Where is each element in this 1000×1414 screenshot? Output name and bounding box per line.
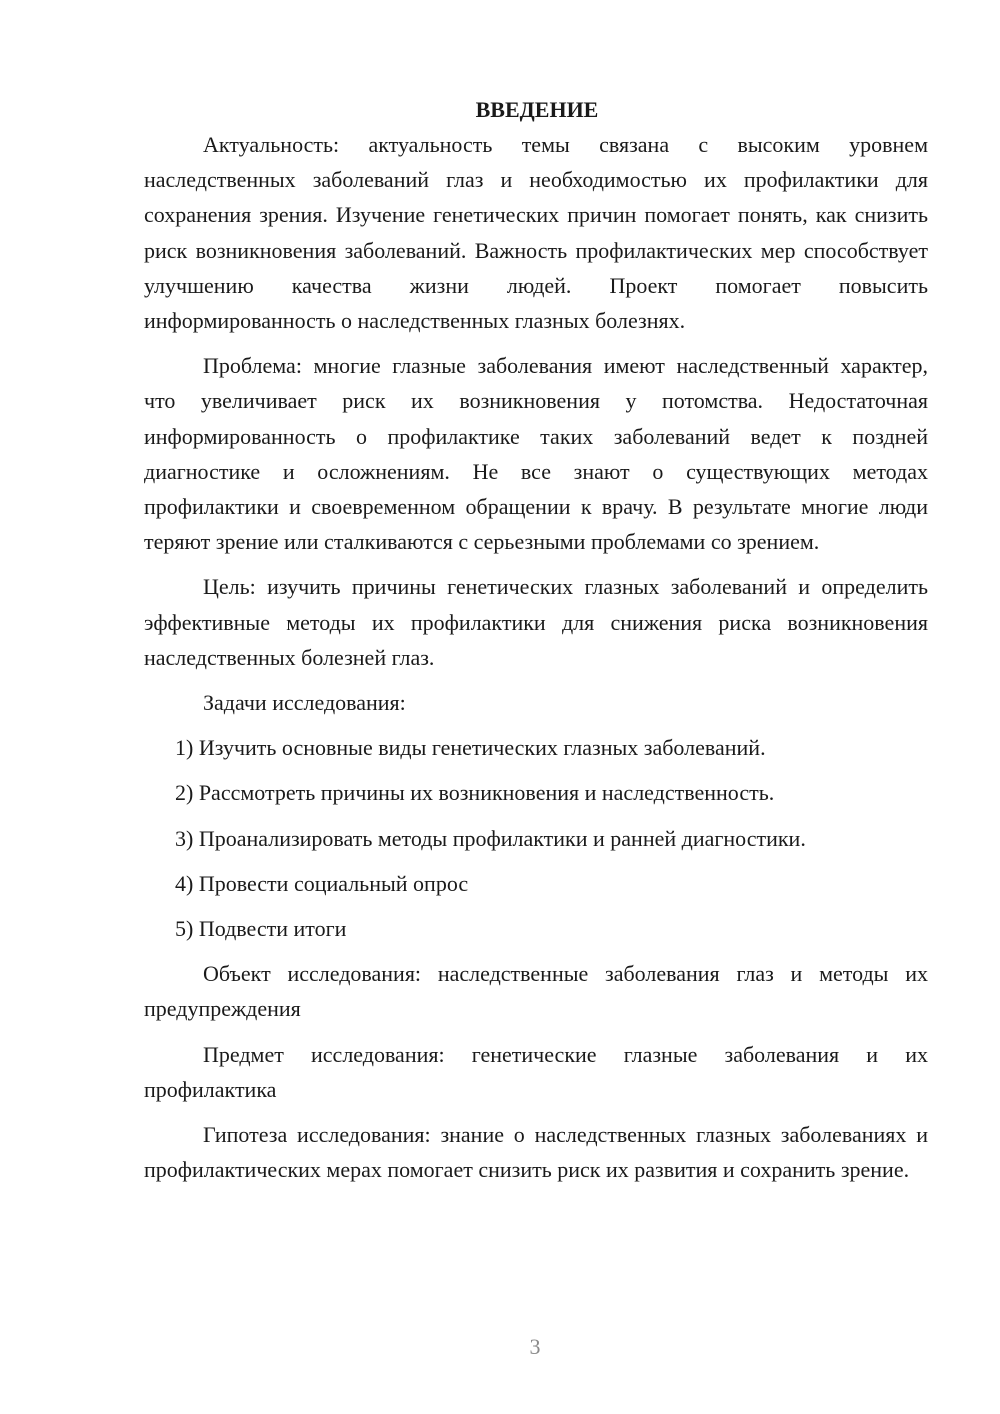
- subject-paragraph: Предмет исследования: генетические глазные заболевания и их профилактика: [144, 1041, 928, 1102]
- relevance-paragraph: Актуальность: актуальность темы связана с высоким уровнем наследственных заболеваний глаз и необходимостью их профилактики для сохранения зрения. Изучение генетических причин помогает понять, как снизить риск возникновения заболеваний. Важность профилактических мер способствует улучшению качества жизни людей. Проект помогает повысить информированность о наследственных глазных болезнях.: [144, 132, 928, 334]
- hypothesis-paragraph: Гипотеза исследования: знание о наследственных глазных заболеваниях и профилактических мерах помогает снизить риск их развития и сохранить зрение.: [144, 1122, 928, 1183]
- list-item: 5) Подвести итоги: [175, 916, 347, 942]
- list-item: 1) Изучить основные виды генетических глазных заболеваний.: [175, 735, 766, 761]
- goal-paragraph: Цель: изучить причины генетических глазных заболеваний и определить эффективные методы их профилактики для снижения риска возникновения наследственных болезней глаз.: [144, 574, 928, 670]
- list-item: 3) Проанализировать методы профилактики и ранней диагностики.: [175, 825, 806, 851]
- page-number: 3: [529, 1334, 541, 1359]
- tasks-heading: Задачи исследования:: [203, 690, 406, 716]
- list-item: 4) Провести социальный опрос: [175, 870, 469, 896]
- problem-paragraph: Проблема: многие глазные заболевания имеют наследственный характер, что увеличивает риск их возникновения у потомства. Недостаточная информированность о профилактике таких заболеваний ведет к поздней диагностике и осложнениям. Не все знают о существующих методах профилактики и своевременном обращении к врачу. В результате многие люди теряют зрение или сталкиваются с серьезными проблемами со зрением.: [144, 353, 928, 555]
- page-body: [144, 92, 928, 1197]
- tasks-list: [144, 730, 928, 946]
- list-item: 2) Рассмотреть причины их возникновения и наследственность.: [175, 780, 775, 806]
- section-title: ВВЕДЕНИЕ: [475, 97, 599, 122]
- object-paragraph: Объект исследования: наследственные заболевания глаз и методы их предупреждения: [144, 961, 928, 1022]
